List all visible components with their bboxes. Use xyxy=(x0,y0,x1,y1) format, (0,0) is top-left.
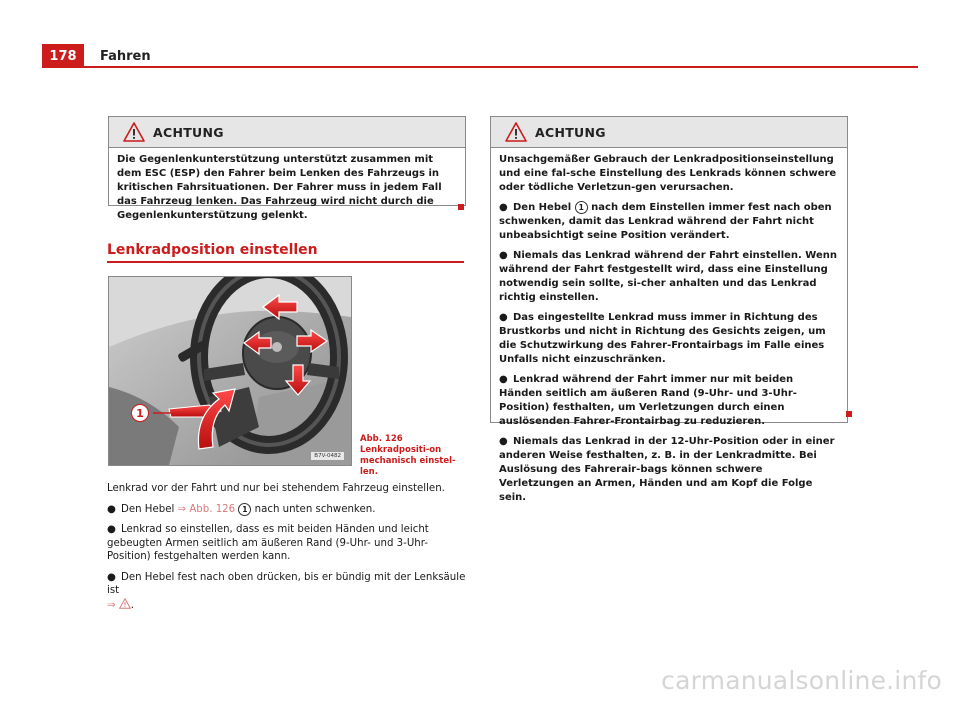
callout-1: 1 xyxy=(131,404,149,422)
bullet-icon: ● xyxy=(499,312,508,323)
list-item: ● Lenkrad während der Fahrt immer nur mit beiden Händen seitlich am äußeren Rand (9-Uhr- und 3-Uhr-Position) festhalten, um Verletzungen durch einen auslösenden Fahrer-Frontairbag zu reduzieren. xyxy=(499,374,797,427)
end-marker xyxy=(846,411,852,417)
callout-ref: 1 xyxy=(238,503,251,516)
warning-header xyxy=(491,117,847,148)
list-item: ● Den Hebel 1 nach dem Einstellen immer fest nach oben schwenken, damit das Lenkrad während der Fahrt nicht unbeabsichtigt seine Position verändert. xyxy=(499,202,832,241)
end-marker xyxy=(458,204,464,210)
bullet-icon: ● xyxy=(499,250,508,261)
page-title: Fahren xyxy=(100,49,151,64)
warning-link[interactable]: ⇒ xyxy=(107,599,116,611)
section-rule xyxy=(107,261,464,263)
list-item: ● Lenkrad so einstellen, dass es mit beiden Händen und leicht gebeugten Armen seitlich am äußeren Rand (9-Uhr- und 3-Uhr-Position) festgehalten werden kann. xyxy=(107,524,429,562)
list-item: ● Den Hebel ⇒ Abb. 126 1 nach unten schwenken. xyxy=(107,503,376,515)
warning-triangle-icon xyxy=(123,122,145,142)
steering-wheel-illustration xyxy=(109,277,351,465)
warning-intro: Unsachgemäßer Gebrauch der Lenkradpositionseinstellung und eine fal-sche Einstellung des Lenkrads können schwere oder tödliche Verletzun-gen verursachen. xyxy=(499,154,837,193)
warning-label: ACHTUNG xyxy=(153,124,224,140)
list-item: ● Das eingestellte Lenkrad muss immer in Richtung des Brustkorbs und nicht in Richtung des Gesichts zeigen, um die Schutzwirkung des Fahrer-Frontairbags im Falle eines Unfalls nicht einzuschränken. xyxy=(499,312,826,365)
warning-ref-icon[interactable] xyxy=(119,598,131,609)
list-item: ● Den Hebel fest nach oben drücken, bis er bündig mit der Lenksäule ist ⇒ . xyxy=(107,571,466,611)
list-item: ● Niemals das Lenkrad während der Fahrt einstellen. Wenn während der Fahrt festgestellt wird, dass eine Einstellung notwendig sein sollte, si-cher anhalten und das Lenkrad richtig einstellen. xyxy=(499,250,838,303)
bullet-icon: ● xyxy=(107,571,116,583)
steering-wheel-figure xyxy=(108,276,352,466)
bullet-icon: ● xyxy=(107,503,116,515)
intro-paragraph: Lenkrad vor der Fahrt und nur bei stehendem Fahrzeug einstellen. xyxy=(107,483,445,494)
list-item: ● Niemals das Lenkrad in der 12-Uhr-Position oder in einer anderen Weise festhalten, z. B. in der Lenkradmitte. Bei Auslösung des Fahrerair-bags können schwere Verletzungen an Armen, Händen und am Kopf die Folge sein. xyxy=(499,436,835,503)
bullet-icon: ● xyxy=(499,374,508,385)
warning-text xyxy=(109,148,465,235)
bullet-icon: ● xyxy=(107,524,116,535)
warning-text xyxy=(491,148,847,517)
page-number: 178 xyxy=(42,44,84,68)
warning-box-left xyxy=(108,116,466,221)
bullet-icon: ● xyxy=(499,202,508,213)
figure-caption: Abb. 126 Lenkradpositi-on mechanisch einstel-len. xyxy=(360,434,456,477)
warning-paragraph: Die Gegenlenkunterstützung unterstützt zusammen mit dem ESC (ESP) den Fahrer beim Lenken des Fahrzeugs in kritischen Fahrsituationen. Der Fahrer muss in jedem Fall das Fahrzeug lenken. Das Fahrzeug wird nicht durch die Gegenlenkunterstützung gelenkt. xyxy=(117,154,442,221)
instructions xyxy=(107,482,467,619)
warning-triangle-icon xyxy=(505,122,527,142)
figure-link[interactable]: ⇒ Abb. 126 xyxy=(177,503,236,515)
header-rule xyxy=(84,66,918,68)
warning-header xyxy=(109,117,465,148)
callout-ref: 1 xyxy=(575,201,588,214)
watermark: carmanualsonline.info xyxy=(661,666,942,695)
bullet-icon: ● xyxy=(499,436,508,447)
figure-code: B7V-0482 xyxy=(310,451,345,461)
warning-box-right xyxy=(490,116,848,503)
section-title: Lenkradposition einstellen xyxy=(107,242,318,258)
warning-label: ACHTUNG xyxy=(535,124,606,140)
